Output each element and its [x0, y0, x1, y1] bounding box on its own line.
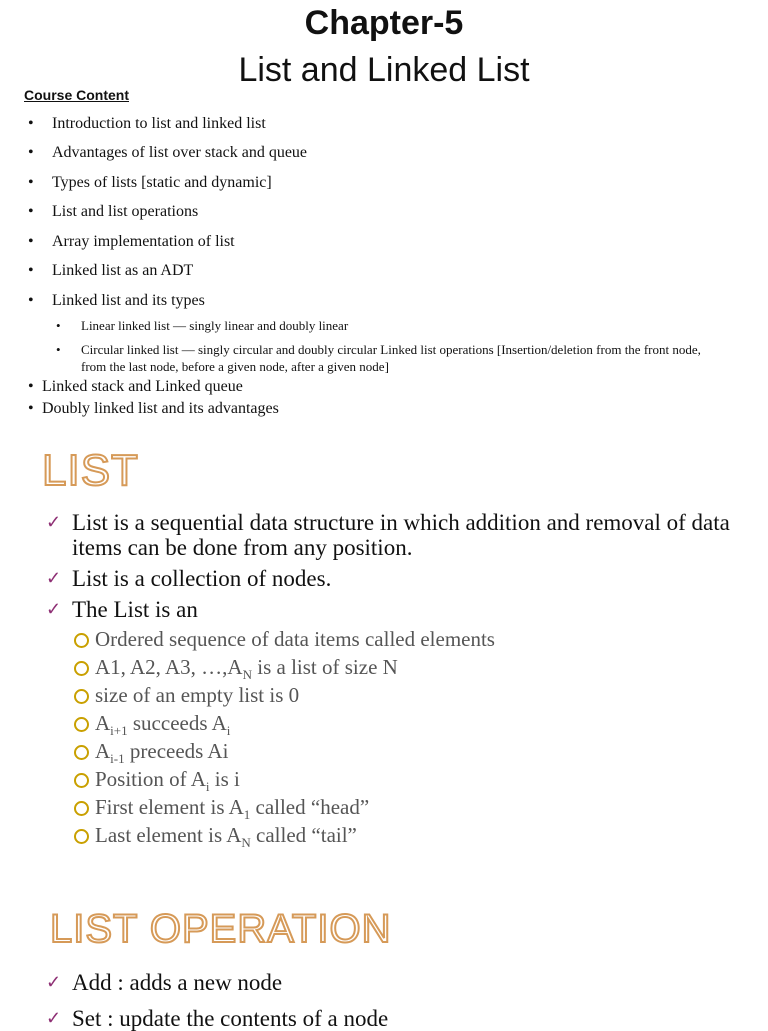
list-sub-point-text: size of an empty list is 0 [95, 683, 300, 707]
circle-bullet-icon [74, 829, 89, 844]
subscript: i+1 [110, 723, 128, 739]
course-item-text: Introduction to list and linked list [52, 115, 266, 132]
course-sub-item [56, 341, 721, 375]
list-sub-point-text: is a list of size N [252, 655, 398, 679]
list-section-heading: LIST [42, 446, 139, 495]
course-item-text: Types of lists [static and dynamic] [52, 174, 272, 191]
course-sub-item-text: Linear linked list — singly linear and doubly linear [81, 318, 349, 333]
operation-point [46, 1006, 389, 1031]
course-item-text: Linked list as an ADT [52, 262, 194, 279]
check-icon: ✓ [46, 512, 62, 532]
list-point [46, 510, 732, 560]
check-icon: ✓ [46, 599, 62, 619]
course-item-text: Linked stack and Linked queue [42, 378, 243, 395]
list-sub-point-text: preceeds Ai [124, 739, 229, 763]
list-sub-point-text: A1, A2, A3, …,A [95, 655, 243, 679]
bullet-icon: • [28, 144, 34, 161]
list-sub-point-text: succeeds A [127, 711, 227, 735]
list-sub-point-text: Position of A [95, 767, 206, 791]
list-sub-point-text: called “head” [250, 795, 370, 819]
list-sub-point [95, 823, 357, 855]
bullet-icon: • [28, 115, 34, 132]
list-sub-point-text: Ordered sequence of data items called elements [95, 627, 495, 651]
bullet-icon: • [28, 174, 34, 191]
operation-point-text: Add : adds a new node [72, 970, 283, 995]
course-item [28, 203, 199, 221]
chapter-subtitle: List and Linked List [238, 51, 530, 89]
circle-bullet-icon [74, 801, 89, 816]
bullet-icon: • [28, 203, 34, 220]
circle-bullet-icon [74, 689, 89, 704]
bullet-icon: • [56, 318, 61, 333]
course-item [28, 233, 235, 251]
course-item [28, 115, 266, 133]
circle-bullet-icon [74, 661, 89, 676]
subscript: i [226, 723, 231, 739]
bullet-icon: • [28, 233, 34, 250]
course-sub-item-text: Circular linked list — singly circular and doubly circular Linked list operations [Insertion/deletion from the front node, from the last node, before a given node, after a given node] [81, 342, 701, 374]
list-point-text: List is a sequential data structure in which addition and removal of data items can be done from any position. [72, 510, 730, 560]
list-point-text: List is a collection of nodes. [72, 566, 332, 591]
list-operation-heading: LIST OPERATION [50, 907, 392, 951]
bullet-icon: • [28, 400, 34, 417]
circle-bullet-icon [74, 633, 89, 648]
course-item-text: List and list operations [52, 203, 199, 220]
subscript: i-1 [110, 751, 125, 767]
subscript: N [241, 835, 251, 851]
check-icon: ✓ [46, 568, 62, 588]
subscript: N [242, 667, 252, 683]
list-sub-point-text: A [95, 711, 111, 735]
course-sub-item [56, 317, 721, 334]
list-point [46, 597, 198, 622]
list-sub-point-text: called “tail” [250, 823, 357, 847]
subscript: 1 [243, 807, 251, 823]
list-point [46, 566, 332, 591]
bullet-icon: • [28, 262, 34, 279]
list-point-text: The List is an [72, 597, 198, 622]
circle-bullet-icon [74, 717, 89, 732]
course-item [28, 292, 205, 310]
list-sub-point-text: A [95, 739, 111, 763]
list-sub-point-text: Last element is A [95, 823, 242, 847]
list-sub-point-text: is i [209, 767, 240, 791]
list-sub-point [95, 627, 495, 651]
course-content-heading: Course Content [24, 87, 129, 103]
course-item [28, 262, 194, 280]
list-sub-point [95, 683, 299, 707]
bullet-icon: • [56, 342, 61, 357]
chapter-title: Chapter-5 [304, 4, 464, 42]
circle-bullet-icon [74, 745, 89, 760]
check-icon: ✓ [46, 1008, 62, 1028]
course-item-text: Linked list and its types [52, 292, 205, 309]
course-item [28, 174, 272, 192]
check-icon: ✓ [46, 972, 62, 992]
bullet-icon: • [28, 378, 34, 395]
list-sub-point-text: First element is A [95, 795, 244, 819]
course-item-text: Doubly linked list and its advantages [42, 400, 279, 417]
subscript: i [205, 779, 210, 795]
operation-point [46, 970, 283, 995]
circle-bullet-icon [74, 773, 89, 788]
course-item-text: Array implementation of list [52, 233, 235, 250]
course-item [28, 400, 279, 418]
course-item-text: Advantages of list over stack and queue [52, 144, 308, 161]
operation-point-text: Set : update the contents of a node [72, 1006, 389, 1031]
course-item [28, 378, 243, 396]
course-item [28, 144, 308, 162]
bullet-icon: • [28, 292, 34, 309]
